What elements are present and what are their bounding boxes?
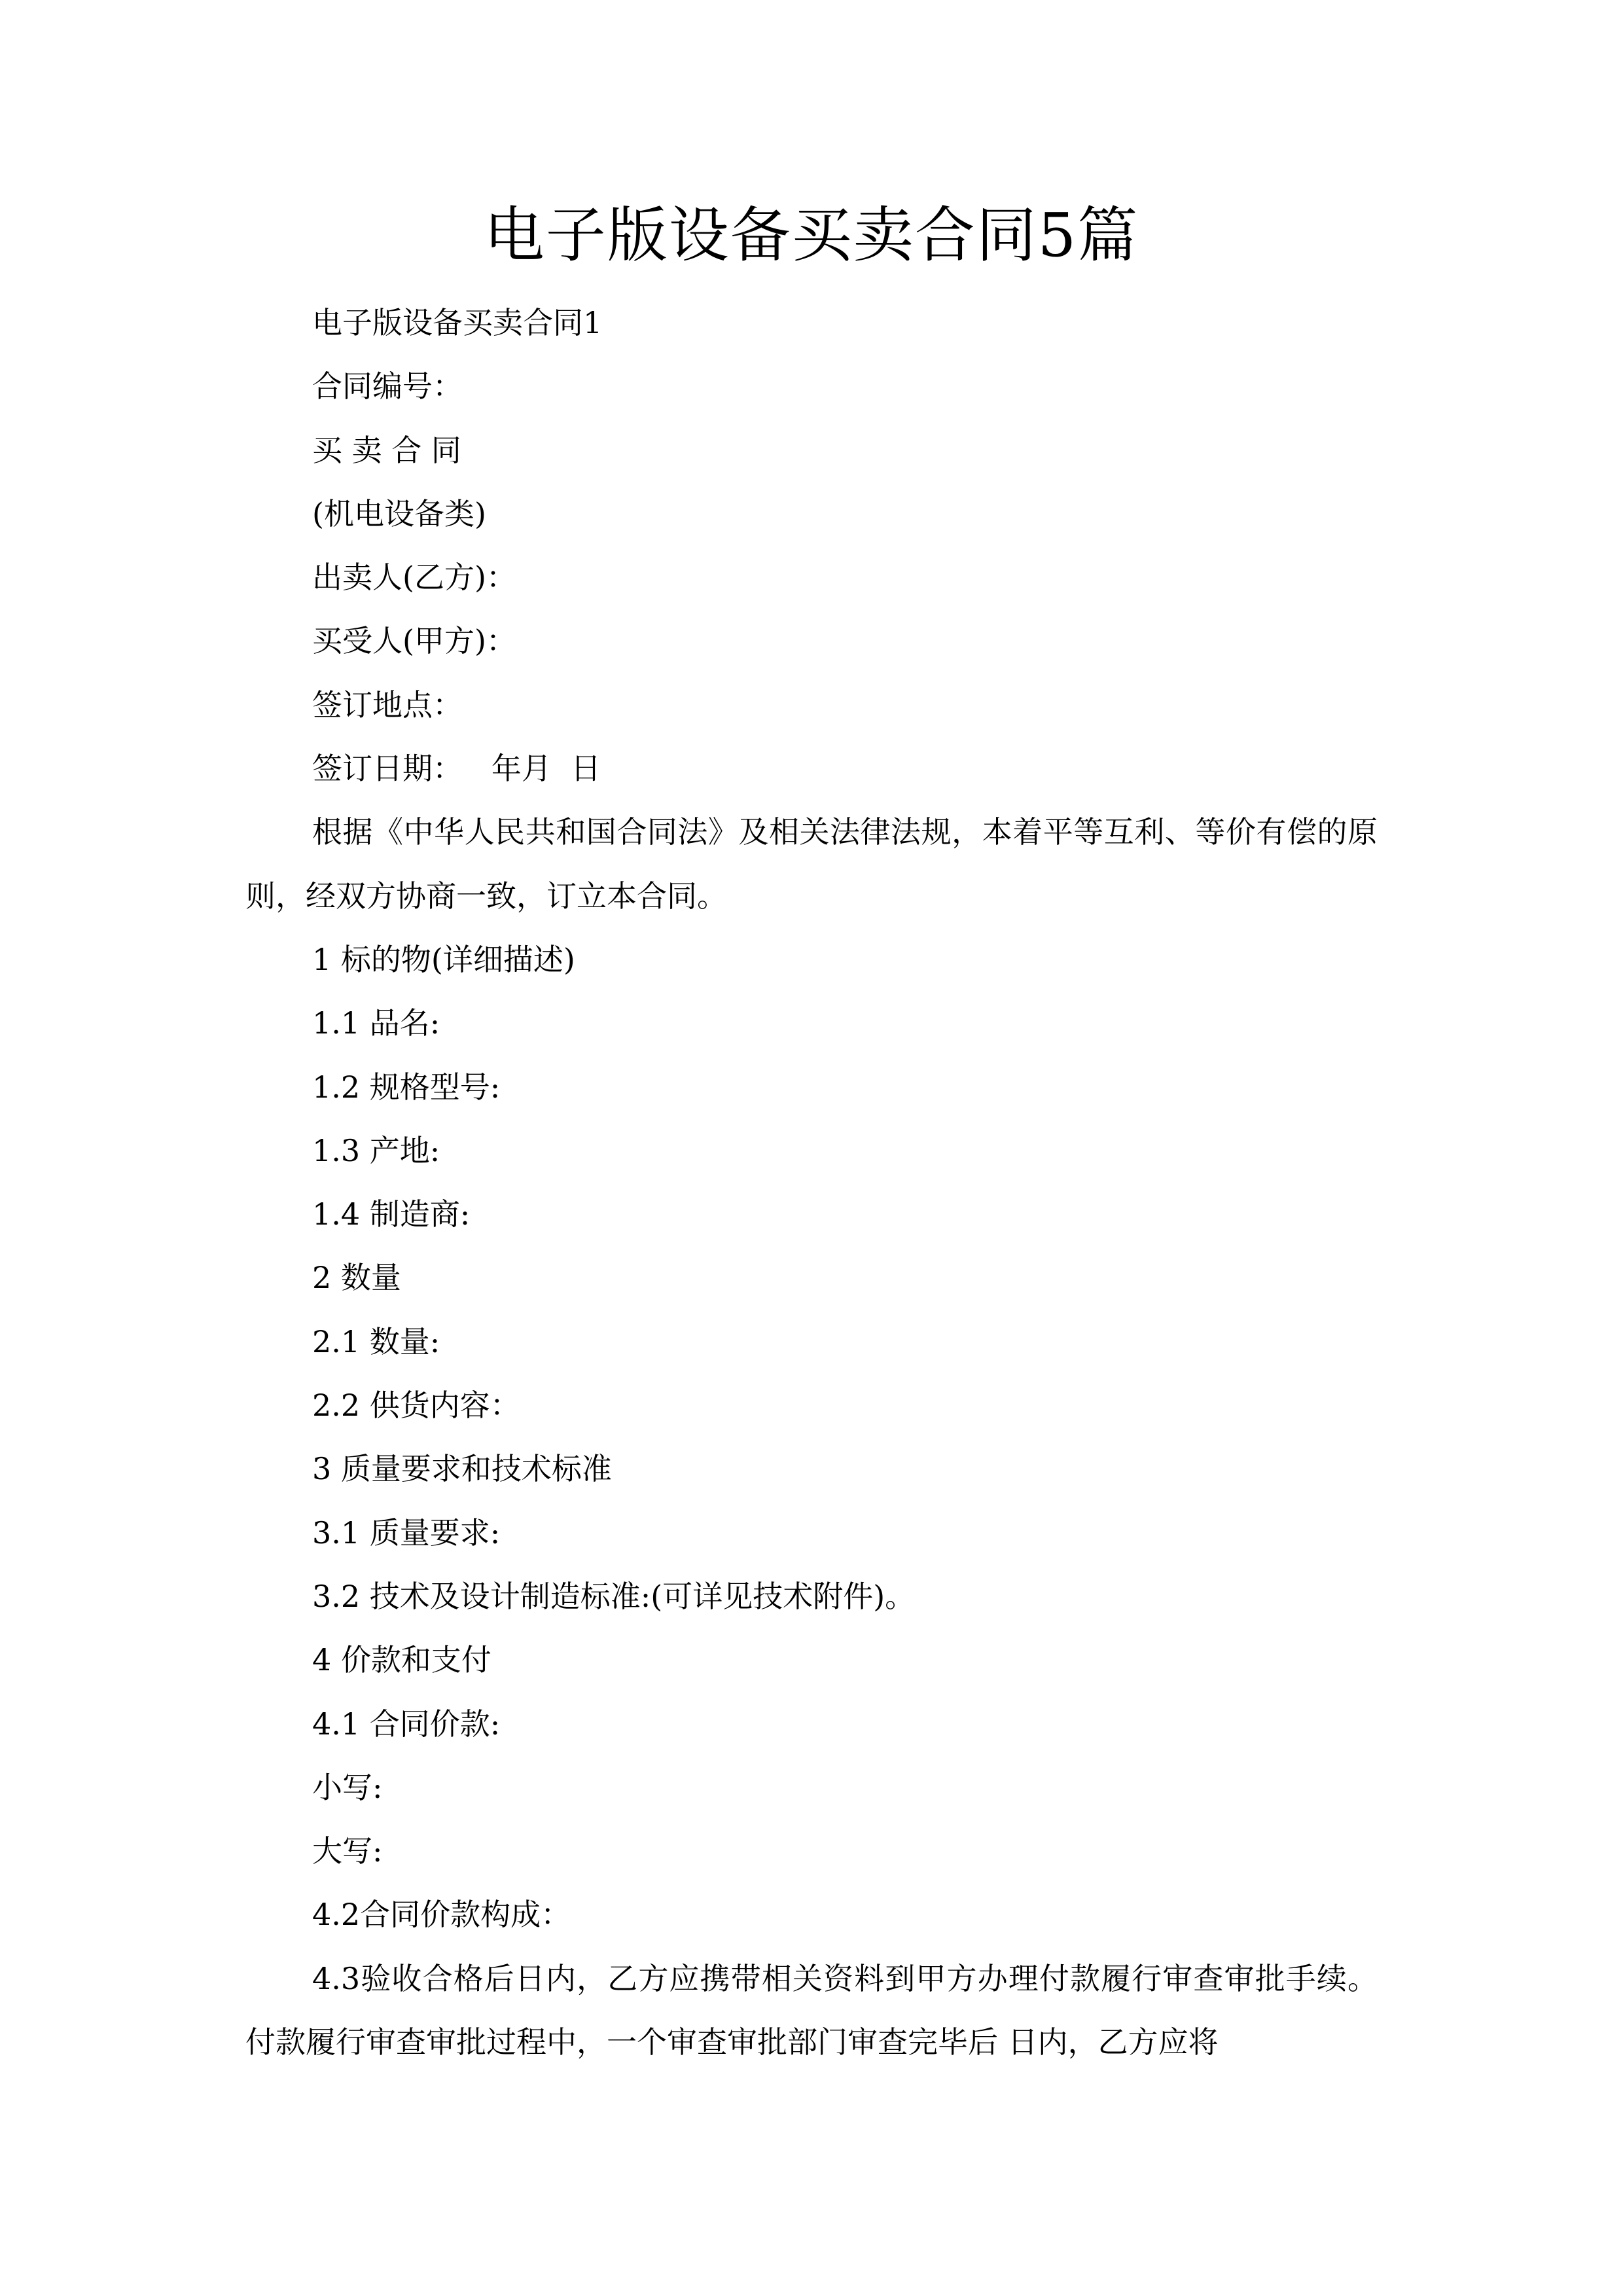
section-2-2: 2.2 供货内容： bbox=[312, 1388, 520, 1424]
section-4-1: 4.1 合同价款: bbox=[312, 1706, 501, 1742]
section-2-heading: 2 数量 bbox=[312, 1260, 401, 1296]
contract-subtitle: 电子版设备买卖合同1 bbox=[312, 305, 603, 340]
section-2-1: 2.1 数量: bbox=[312, 1323, 440, 1359]
section-1-1: 1.1 品名: bbox=[312, 1005, 440, 1041]
section-1-4: 1.4 制造商: bbox=[312, 1196, 471, 1232]
contract-category: (机电设备类) bbox=[312, 495, 486, 531]
section-3-1: 3.1 质量要求: bbox=[312, 1515, 501, 1551]
section-4-heading: 4 价款和支付 bbox=[312, 1642, 491, 1678]
section-1-3: 1.3 产地: bbox=[312, 1132, 440, 1168]
preamble-paragraph: 根据《中华人民共和国合同法》及相关法律法规，本着平等互利、等价有偿的原则，经双方协商一致，订立本合同。 bbox=[245, 814, 1378, 914]
document-body bbox=[245, 291, 1378, 2074]
price-uppercase-field: 大写: bbox=[312, 1833, 383, 1869]
signing-date-field: 签订日期： 年月 日 bbox=[312, 751, 601, 787]
signing-place-field: 签订地点： bbox=[312, 687, 463, 723]
section-1-2: 1.2 规格型号: bbox=[312, 1069, 501, 1105]
section-1-heading: 1 标的物(详细描述) bbox=[312, 941, 575, 977]
seller-field: 出卖人(乙方)： bbox=[312, 560, 516, 596]
price-lowercase-field: 小写: bbox=[312, 1769, 383, 1805]
document-title: 电子版设备买卖合同5篇 bbox=[484, 200, 1139, 270]
contract-heading: 买 卖 合 同 bbox=[312, 432, 461, 468]
contract-number-field: 合同编号： bbox=[312, 368, 463, 404]
section-4-2: 4.2合同价款构成： bbox=[312, 1897, 571, 1933]
section-3-heading: 3 质量要求和技术标准 bbox=[312, 1451, 612, 1487]
buyer-field: 买受人(甲方)： bbox=[312, 623, 516, 659]
section-3-2: 3.2 技术及设计制造标准:(可详见技术附件)。 bbox=[312, 1578, 916, 1614]
section-4-3-paragraph: 4.3验收合格后日内，乙方应携带相关资料到甲方办理付款履行审查审批手续。付款履行审查审批过程中，一个审查审批部门审查完毕后 日内，乙方应将 bbox=[245, 1960, 1378, 2060]
